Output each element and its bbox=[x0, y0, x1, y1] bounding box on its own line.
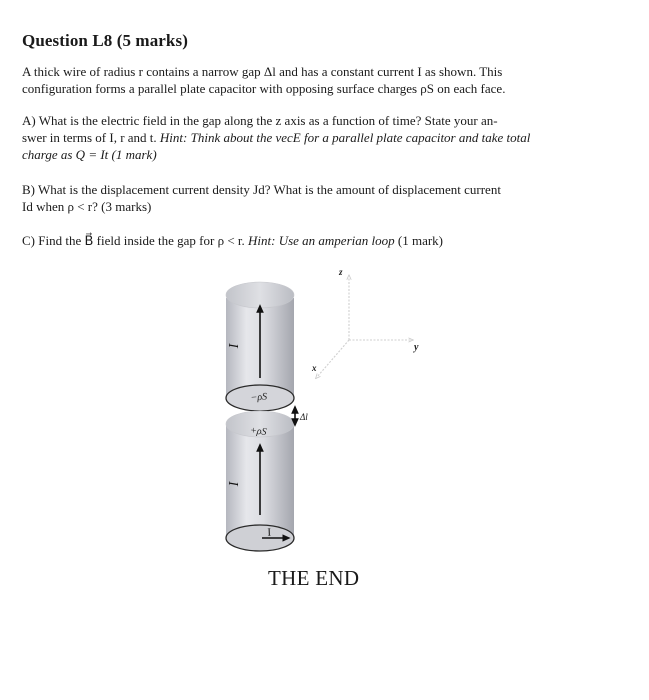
upper-wire-segment bbox=[226, 282, 294, 411]
x-axis-label: x bbox=[312, 363, 317, 373]
part-a-line-2-text: swer in terms of I, r and t. bbox=[22, 130, 157, 145]
part-a-hint: Hint: Think about the vecE for a parallel plate capacitor and take total bbox=[159, 130, 531, 145]
part-b-line-1: B) What is the displacement current density Jd? What is the amount of displacement current bbox=[22, 182, 501, 197]
the-end-text: THE END bbox=[268, 566, 360, 590]
z-axis-label: z bbox=[339, 267, 343, 277]
part-c-hint: Hint: Use an amperian loop bbox=[248, 233, 395, 248]
gap-label: Δl bbox=[300, 412, 308, 422]
current-label-radial: I bbox=[266, 526, 273, 539]
charge-label-top: −ρS bbox=[250, 391, 268, 404]
charge-label-bottom: +ρS bbox=[249, 425, 268, 438]
intro-line-2: configuration forms a parallel plate capacitor with opposing surface charges ρS on each face. bbox=[22, 81, 506, 96]
current-label-bottom: I bbox=[227, 481, 242, 487]
part-a-line-3: charge as Q = It (1 mark) bbox=[22, 147, 157, 162]
coordinate-axes bbox=[311, 267, 419, 377]
part-b-line-2: Id when ρ < r? (3 marks) bbox=[22, 199, 152, 214]
upper-cylinder-top-cap bbox=[226, 282, 294, 308]
part-a-line-1: A) What is the electric field in the gap along the z axis as a function of time? State your an- bbox=[22, 113, 498, 128]
x-axis-line bbox=[317, 340, 349, 377]
lower-wire-segment bbox=[226, 411, 294, 551]
intro-line-1: A thick wire of radius r contains a narrow gap Δl and has a constant current I as shown. This bbox=[22, 64, 503, 79]
gap-annotation bbox=[295, 409, 308, 423]
part-c-text: C) Find the B⃗ field inside the gap for ρ < r. bbox=[22, 233, 245, 248]
question-title: Question L8 (5 marks) bbox=[22, 31, 188, 50]
y-axis-label: y bbox=[414, 342, 419, 353]
current-label-top: I bbox=[227, 343, 242, 349]
part-c-marks: (1 mark) bbox=[397, 233, 443, 248]
